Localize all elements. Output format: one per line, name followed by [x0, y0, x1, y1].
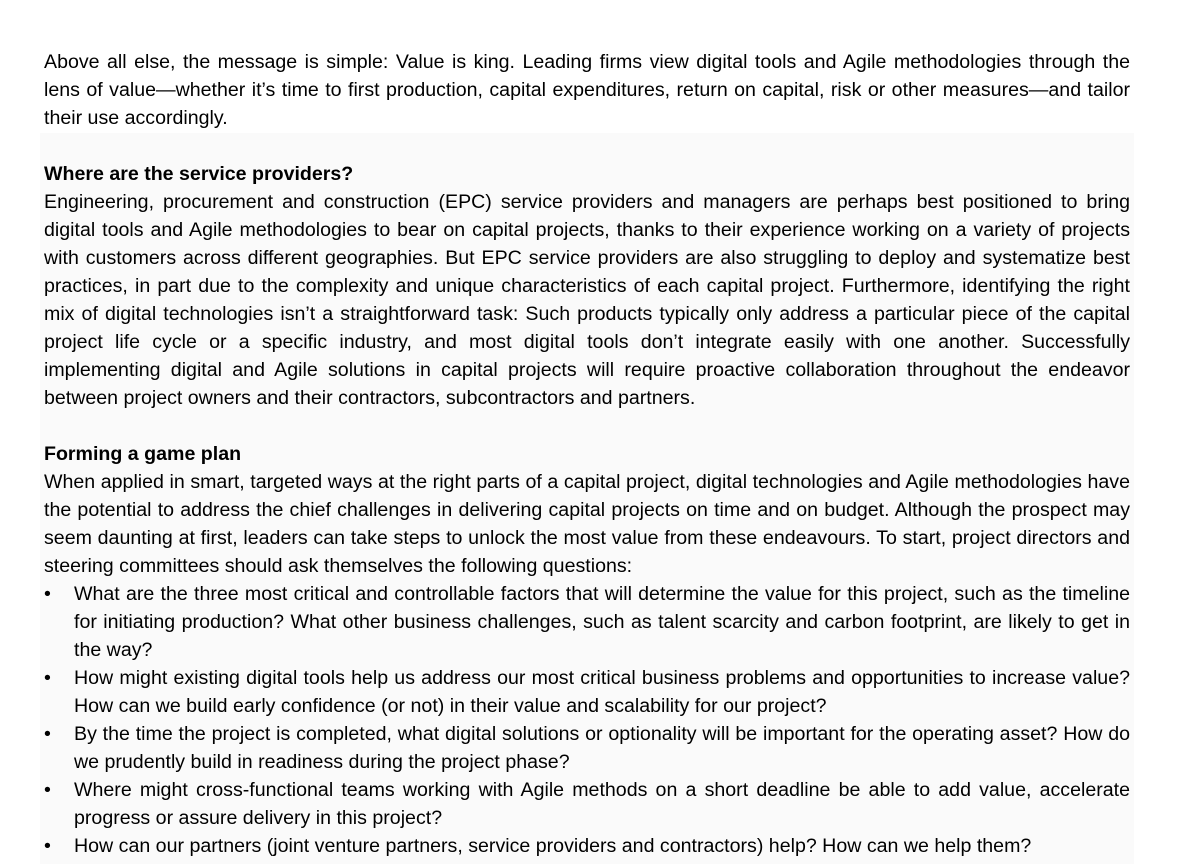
list-item	[44, 832, 1130, 860]
bullet-icon: •	[44, 667, 51, 689]
intro-paragraph: Above all else, the message is simple: Value is king. Leading firms view digital tools and Agile methodologies through the lens of value—whether it’s time to first production, capital expenditures, return on capital, risk or other measures—and tailor their use accordingly.	[44, 51, 1130, 129]
list-item	[44, 664, 1130, 720]
list-item-text: What are the three most critical and controllable factors that will determine the value for this project, such as the timeline for initiating production? What other business challenges, such as talent scarcity and carbon footprint, are likely to get in the way?	[74, 583, 1130, 661]
list-item-text: Where might cross-functional teams working with Agile methods on a short deadline be able to add value, accelerate progress or assure delivery in this project?	[74, 779, 1130, 829]
game-plan-paragraph: When applied in smart, targeted ways at the right parts of a capital project, digital technologies and Agile methodologies have the potential to address the chief challenges in delivering capital projects on time and on budget. Although the prospect may seem daunting at first, leaders can take steps to unlock the most value from these endeavours. To start, project directors and steering committees should ask themselves the following questions:	[44, 471, 1130, 577]
bullet-icon: •	[44, 779, 51, 801]
paragraph-spacer	[44, 132, 1130, 160]
section-heading-service-providers: Where are the service providers?	[44, 163, 354, 185]
list-item	[44, 720, 1130, 776]
bullet-icon: •	[44, 835, 51, 857]
bullet-icon: •	[44, 723, 51, 745]
list-item-text: How can our partners (joint venture partners, service providers and contractors) help? How can we help them?	[74, 835, 1032, 857]
list-item	[44, 580, 1130, 664]
paragraph-spacer	[44, 412, 1130, 440]
questions-list	[44, 580, 1130, 860]
bullet-icon: •	[44, 583, 51, 605]
document-page	[44, 48, 1130, 860]
service-providers-paragraph: Engineering, procurement and construction (EPC) service providers and managers are perhaps best positioned to bring digital tools and Agile methodologies to bear on capital projects, thanks to their experience working on a variety of projects with customers across different geographies. But EPC service providers are also struggling to deploy and systematize best practices, in part due to the complexity and unique characteristics of each capital project. Furthermore, identifying the right mix of digital technologies isn’t a straightforward task: Such products typically only address a particular piece of the capital project life cycle or a specific industry, and most digital tools don’t integrate easily with one another. Successfully implementing digital and Agile solutions in capital projects will require proactive collaboration throughout the endeavor between project owners and their contractors, subcontractors and partners.	[44, 191, 1130, 409]
section-heading-game-plan: Forming a game plan	[44, 443, 242, 465]
list-item-text: How might existing digital tools help us address our most critical business problems and opportunities to increase value? How can we build early confidence (or not) in their value and scalability for our project?	[74, 667, 1130, 717]
list-item-text: By the time the project is completed, what digital solutions or optionality will be important for the operating asset? How do we prudently build in readiness during the project phase?	[74, 723, 1130, 773]
list-item	[44, 776, 1130, 832]
